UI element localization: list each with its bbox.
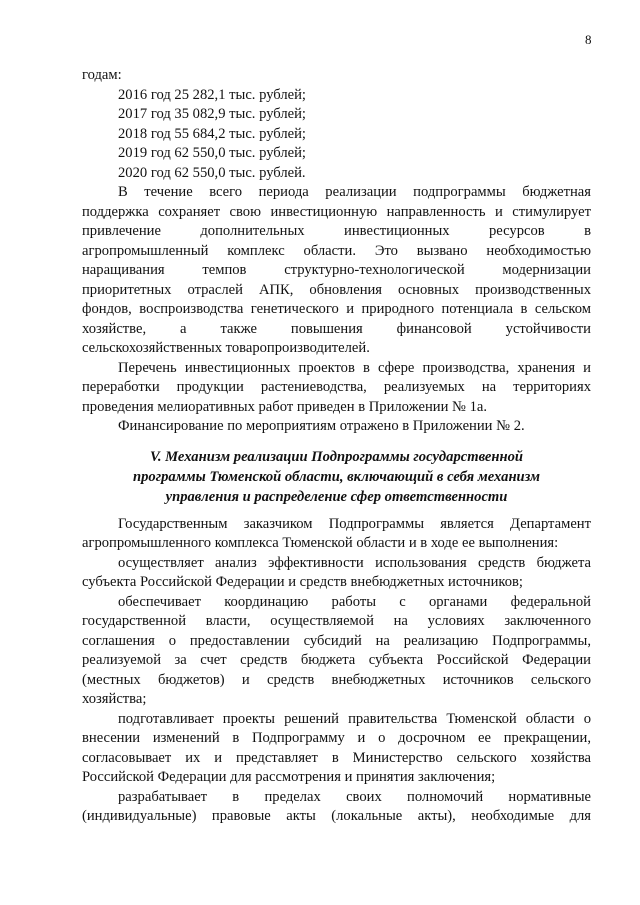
text-line: В течение всего периода реализации подпрограммы бюджетная (118, 184, 591, 200)
text-line: поддержка сохраняет свою инвестиционную направленность и стимулирует (82, 203, 591, 220)
text-line: подготавливает проекты решений правительства Тюменской области о (118, 710, 591, 727)
heading-line: V. Механизм реализации Подпрограммы государственной (149, 448, 524, 465)
heading-line: управления и распределение сфер ответственности (165, 488, 508, 505)
text-line: переработки продукции растениеводства, реализуемых на территориях (82, 379, 591, 395)
text-line: Государственным заказчиком Подпрограммы является Департамент (118, 515, 591, 532)
text-line: агропромышленного комплекса Тюменской области и в ходе ее выполнения: (82, 535, 559, 551)
budget-year-2017: 2017 год 35 082,9 тыс. рублей; (118, 106, 306, 122)
budget-year-2020: 2020 год 62 550,0 тыс. рублей. (118, 164, 306, 181)
text-line: (индивидуальные) правовые акты (локальные акты), необходимые для (82, 808, 591, 824)
budget-year-2018: 2018 год 55 684,2 тыс. рублей; (118, 125, 306, 142)
text-line: Российской Федерации для рассмотрения и принятия заключения; (82, 769, 496, 785)
page-number: 8 (585, 32, 592, 47)
text-line: хозяйства; (82, 691, 147, 707)
body-text (82, 66, 591, 827)
text-line: Перечень инвестиционных проектов в сфере производства, хранения и (118, 359, 591, 376)
text-line: соглашения о предоставлении субсидий на реализацию Подпрограммы, (82, 632, 591, 649)
text-line: хозяйстве, а также повышения финансовой устойчивости (82, 320, 591, 337)
text-line: агропромышленный комплекс области. Это вызвано необходимостью (82, 242, 591, 259)
text-line: осуществляет анализ эффективности использования средств бюджета (118, 554, 591, 571)
text-line: реализуемой за счет средств бюджета субъекта Российской Федерации (82, 652, 591, 668)
text-line: привлечение дополнительных инвестиционных ресурсов в (82, 223, 591, 239)
text-line: обеспечивает координацию работы с органами федеральной (118, 593, 591, 610)
text-line: годам: (82, 67, 122, 83)
budget-year-2019: 2019 год 62 550,0 тыс. рублей; (118, 145, 306, 161)
text-line: государственной власти, осуществляемой на условиях заключенного (82, 613, 591, 629)
text-line: внесении изменений в Подпрограмму и о досрочном ее прекращении, (82, 730, 591, 746)
text-line: субъекта Российской Федерации и средств внебюджетных источников; (82, 574, 523, 590)
text-line: разрабатывает в пределах своих полномочий нормативные (118, 788, 591, 805)
text-line: приоритетных отраслей АПК, обновления основных производственных (82, 281, 591, 298)
section-heading (82, 447, 591, 507)
budget-year-2016: 2016 год 25 282,1 тыс. рублей; (118, 86, 306, 103)
text-line: проведения мелиоративных работ приведен в Приложении № 1а. (82, 398, 488, 415)
text-line: сельскохозяйственных товаропроизводителей. (82, 340, 370, 356)
text-line: Финансирование по мероприятиям отражено в Приложении № 2. (118, 418, 525, 434)
text-line: (местных бюджетов) и средств внебюджетных источников сельского (82, 671, 591, 688)
text-line: согласовывает их и представляет в Министерство сельского хозяйства (82, 749, 591, 766)
text-line: фондов, воспроизводства генетического и природного потенциала в сельском (82, 301, 591, 317)
heading-line: программы Тюменской области, включающий в себя механизм (132, 468, 540, 485)
text-line: наращивания темпов структурно-технологической модернизации (82, 262, 591, 278)
